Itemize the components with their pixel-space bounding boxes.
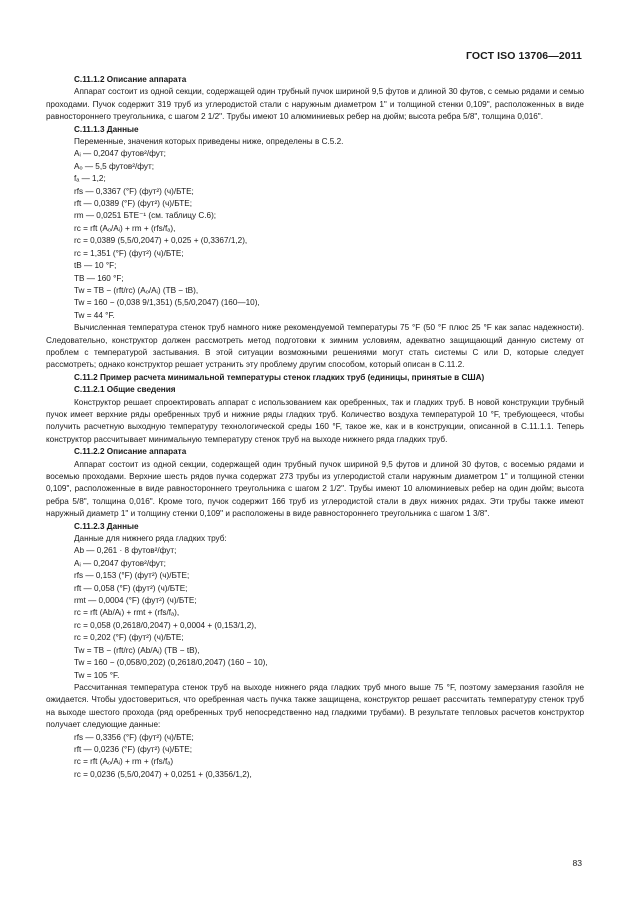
formula-line: TB — 160 °F;	[74, 273, 124, 283]
section-heading: С.11.2.2 Описание аппарата	[74, 447, 187, 457]
section-heading: С.11.1.3 Данные	[74, 124, 139, 134]
section-heading: С.11.2.3 Данные	[74, 521, 139, 531]
formula-line: Ab — 0,261 · 8 футов²/фут;	[74, 546, 177, 556]
formula-line: rft — 0,0236 (°F) (фут²) (ч)/БТЕ;	[74, 744, 193, 754]
formula-line: Tw = 160 − (0,058/0,202) (0,2618/0,2047) (160 − 10),	[74, 658, 268, 668]
formula-line: rc = rft (Aₒ/Aᵢ) + rm + (rfs/fₐ),	[74, 223, 176, 233]
formula-line: rmt — 0,0004 (°F) (фут²) (ч)/БТЕ;	[74, 596, 197, 606]
paragraph: Рассчитанная температура стенок труб на выходе нижнего ряда гладких труб много выше 75 °F, поэтому замерзания газойля не ожидается. Чтобы удостовериться, что оребренная часть пучка также защищена, конструктор решает рассчитать температуру стенок труб на выходе шестого прохода (ряд оребренных труб непосредственно над гладкими трубами). В результате тепловых расчетов конструктор получает следующие данные:	[46, 682, 584, 730]
formula-line: rc = rft (Ab/Aᵢ) + rmt + (rfs/fₐ),	[74, 608, 180, 618]
formula-line: rfs — 0,153 (°F) (фут²) (ч)/БТЕ;	[74, 571, 190, 581]
page-number: 83	[572, 858, 582, 868]
section-heading: С.11.2.1 Общие сведения	[74, 385, 176, 395]
section-heading: С.11.2 Пример расчета минимальной температуры стенок гладких труб (единицы, принятые в США)	[74, 372, 485, 382]
section-heading: С.11.1.2 Описание аппарата	[74, 75, 187, 84]
paragraph: Данные для нижнего ряда гладких труб:	[74, 534, 227, 544]
formula-line: fₐ — 1,2;	[74, 174, 106, 184]
formula-line: rc = 0,0389 (5,5/0,2047) + 0,025 + (0,3367/1,2),	[74, 236, 248, 246]
formula-line: rc = 0,058 (0,2618/0,2047) + 0,0004 + (0,153/1,2),	[74, 620, 257, 630]
formula-line: Tw = 44 °F.	[74, 310, 115, 320]
formula-line: rfs — 0,3367 (°F) (фут²) (ч)/БТЕ;	[74, 186, 194, 196]
paragraph: Переменные, значения которых приведены ниже, определены в С.5.2.	[74, 137, 344, 147]
formula-line: Tw = 105 °F.	[74, 670, 120, 680]
paragraph: Аппарат состоит из одной секции, содержащей один трубный пучок шириной 9,5 футов и длиной 30 футов, с семью рядами и семью проходами. Пучок содержит 319 труб из углеродистой стали с наружным диаметром 1" и толщиной стенки 0,109", расположенных в виде равностороннего треугольника, с шагом 2 1/2". Трубы имеют 10 алюминиевых ребер на дюйм; высота ребра 5/8", толщина 0,016".	[46, 87, 584, 122]
formula-line: Tw = TB − (rft/rc) (Ab/Aᵢ) (TB − tB),	[74, 645, 200, 655]
paragraph: Вычисленная температура стенок труб намного ниже рекомендуемой температуры 75 °F (50 °F плюс 25 °F как запас надежности). Следовательно, конструктор должен рассмотреть метод подготовки к зимним условиям, адекватно защищающий данную систему от проблем с температурой застывания. В этой ситуации возможными решениями могут стать системы С или D, которые следует рассмотреть; однако конструктор решает устранить эту проблему другим способом, который описан в С.11.2.	[46, 323, 584, 370]
paragraph: Аппарат состоит из одной секции, содержащей один трубный пучок шириной 9,5 футов и длиной 30 футов, с восемью рядами и восемью проходами. Верхние шесть рядов пучка содержат 273 трубы из углеродистой стали наружным диаметром 1" и толщиной стенки 0,109", расположенные в виде равностороннего треугольника с шагом 2 1/2". Трубы имеют 10 алюминиевых ребер на один дюйм; высота ребра 5/8", толщина 0,016". Кроме того, пучок содержит 166 труб из углеродистой стали в двух нижних рядах. Эти трубы также имеют наружный диаметр 1" и толщину стенки 0,109" и расположены в виде равностороннего треугольника с шагом 1 3/8".	[46, 459, 584, 519]
formula-line: rft — 0,0389 (°F) (фут²) (ч)/БТЕ;	[74, 199, 193, 209]
paragraph: Конструктор решает спроектировать аппарат с использованием как оребренных, так и гладких труб. В новой конструкции трубный пучок имеет верхние ряды оребренных труб и нижние ряды гладких труб. Количество воздуха температурой 10 °F, требующееся, чтобы получить расчетную выходную температуру технологической среды 160 °F, такое же, как и в конструкции, описанной в С.11.1.1. Теперь конструктор рассчитывает минимальную температуру стенок труб на выходе нижнего ряда гладких труб.	[46, 397, 584, 444]
formula-line: rc = 0,202 (°F) (фут²) (ч)/БТЕ;	[74, 633, 184, 643]
document-body	[46, 74, 584, 781]
formula-line: rc = 1,351 (°F) (фут²) (ч)/БТЕ;	[74, 248, 184, 258]
formula-line: rfs — 0,3356 (°F) (фут²) (ч)/БТЕ;	[74, 732, 194, 742]
formula-line: tB — 10 °F;	[74, 261, 117, 271]
formula-line: rc = 0,0236 (5,5/0,2047) + 0,0251 + (0,3356/1,2),	[74, 769, 252, 779]
document-header: ГОСТ ISO 13706—2011	[465, 50, 582, 62]
formula-line: Aₒ — 5,5 футов²/фут;	[74, 161, 155, 171]
formula-line: Tw = 160 − (0,038 9/1,351) (5,5/0,2047) (160—10),	[74, 298, 260, 308]
formula-line: Aᵢ — 0,2047 футов²/фут;	[74, 149, 166, 159]
formula-line: rc = rft (Aₒ/Aᵢ) + rm + (rfs/fₐ)	[74, 757, 174, 767]
formula-line: Aᵢ — 0,2047 футов²/фут;	[74, 558, 166, 568]
formula-line: Tw = TB − (rft/rc) (Aₒ/Aᵢ) (TB − tB),	[74, 285, 199, 295]
formula-line: rm — 0,0251 БТЕ⁻¹ (см. таблицу С.6);	[74, 211, 217, 221]
formula-line: rft — 0,058 (°F) (фут²) (ч)/БТЕ;	[74, 583, 188, 593]
